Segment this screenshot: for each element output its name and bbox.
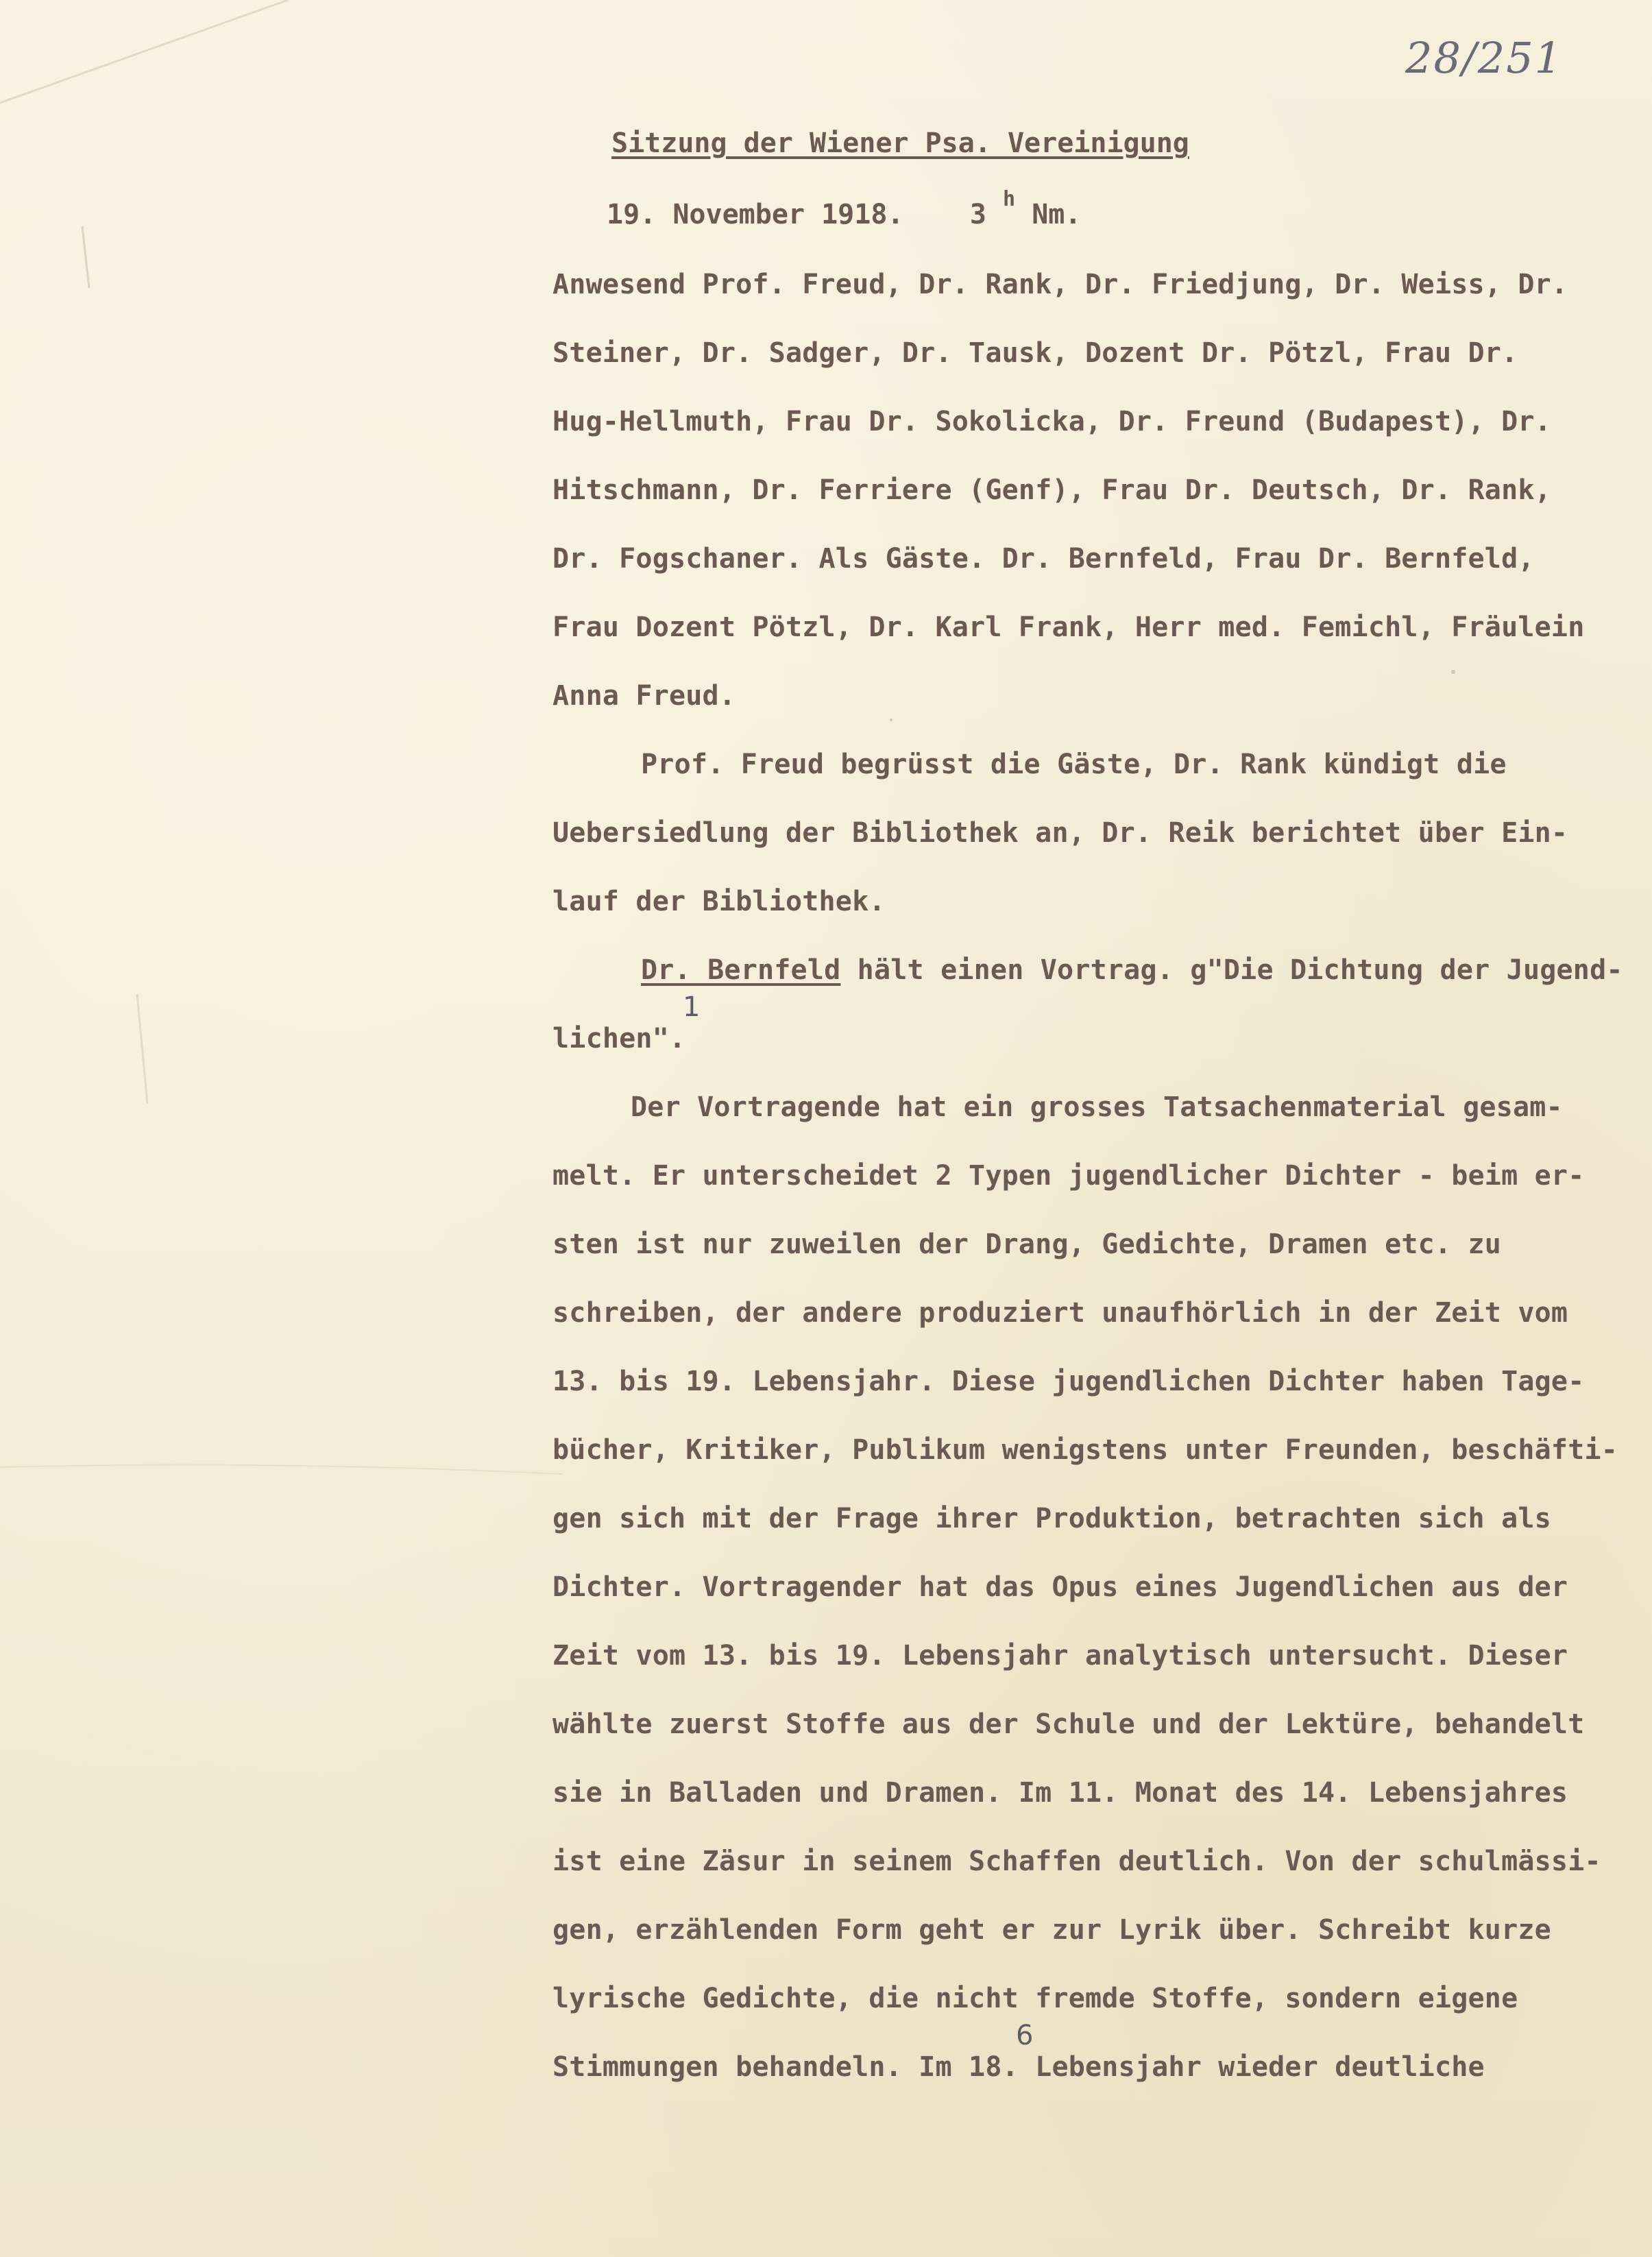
paragraph-line: sten ist nur zuweilen der Drang, Gedichte, Dramen etc. zu (552, 1229, 1502, 1260)
speaker-name: Dr. Bernfeld (641, 954, 841, 986)
attendance-line: Anwesend Prof. Freud, Dr. Rank, Dr. Friedjung, Dr. Weiss, Dr. (552, 269, 1568, 300)
attendance-line: Anna Freud. (552, 680, 736, 712)
attendance-line: Frau Dozent Pötzl, Dr. Karl Frank, Herr med. Femichl, Fräulein (552, 612, 1585, 643)
date-text: 19. November 1918. (607, 199, 904, 230)
lecture-announcement (641, 954, 1623, 986)
paragraph-line: gen sich mit der Frage ihrer Produktion, betrachten sich als (552, 1503, 1551, 1534)
paragraph-line: 13. bis 19. Lebensjahr. Diese jugendlichen Dichter haben Tage- (552, 1366, 1585, 1397)
paragraph-line: Prof. Freud begrüsst die Gäste, Dr. Rank kündigt die (641, 749, 1507, 780)
paragraph-line: wählte zuerst Stoffe aus der Schule und der Lektüre, behandelt (552, 1709, 1585, 1740)
time-number: 3 (969, 199, 986, 230)
paragraph-line: bücher, Kritiker, Publikum wenigstens unter Freunden, beschäfti- (552, 1434, 1618, 1466)
paragraph-line: ist eine Zäsur in seinem Schaffen deutlich. Von der schulmässi- (552, 1846, 1601, 1877)
attendance-line: Hug-Hellmuth, Frau Dr. Sokolicka, Dr. Freund (Budapest), Dr. (552, 406, 1551, 437)
attendance-line: Dr. Fogschaner. Als Gäste. Dr. Bernfeld, Frau Dr. Bernfeld, (552, 543, 1535, 575)
paragraph-line: Stimmungen behandeln. Im 18. Lebensjahr wieder deutliche (552, 2051, 1485, 2083)
archive-number: 28/251 (1405, 33, 1564, 83)
paragraph-line: Uebersiedlung der Bibliothek an, Dr. Reik berichtet über Ein- (552, 817, 1568, 849)
paragraph-line: sie in Balladen und Dramen. Im 11. Monat des 14. Lebensjahres (552, 1777, 1568, 1809)
handwritten-correction: 6 (1016, 2020, 1034, 2051)
meeting-date (607, 187, 1082, 230)
lecture-title-end: lichen". (552, 1023, 686, 1054)
paragraph-line: lauf der Bibliothek. (552, 886, 886, 917)
footnote-mark: 1 (683, 991, 701, 1023)
lecture-title-part: hält einen Vortrag. g"Die Dichtung der Jugend- (840, 954, 1623, 986)
paragraph-line: Der Vortragende hat ein grosses Tatsachenmaterial gesam- (631, 1091, 1563, 1123)
paragraph-line: Zeit vom 13. bis 19. Lebensjahr analytisch untersucht. Dieser (552, 1640, 1568, 1671)
paragraph-line: Dichter. Vortragender hat das Opus eines Jugendlichen aus der (552, 1571, 1568, 1603)
paragraph-line: schreiben, der andere produziert unaufhörlich in der Zeit vom (552, 1297, 1568, 1329)
document-title: Sitzung der Wiener Psa. Vereinigung (611, 128, 1189, 159)
paragraph-line: lyrische Gedichte, die nicht fremde Stoffe, sondern eigene (552, 1983, 1518, 2014)
attendance-line: Hitschmann, Dr. Ferriere (Genf), Frau Dr. Deutsch, Dr. Rank, (552, 474, 1551, 506)
paragraph-line: melt. Er unterscheidet 2 Typen jugendlicher Dichter - beim er- (552, 1160, 1585, 1192)
attendance-line: Steiner, Dr. Sadger, Dr. Tausk, Dozent Dr. Pötzl, Frau Dr. (552, 337, 1518, 369)
time-superscript: h (1003, 187, 1016, 211)
paragraph-line: gen, erzählenden Form geht er zur Lyrik über. Schreibt kurze (552, 1914, 1551, 1946)
time-suffix: Nm. (1032, 199, 1082, 230)
